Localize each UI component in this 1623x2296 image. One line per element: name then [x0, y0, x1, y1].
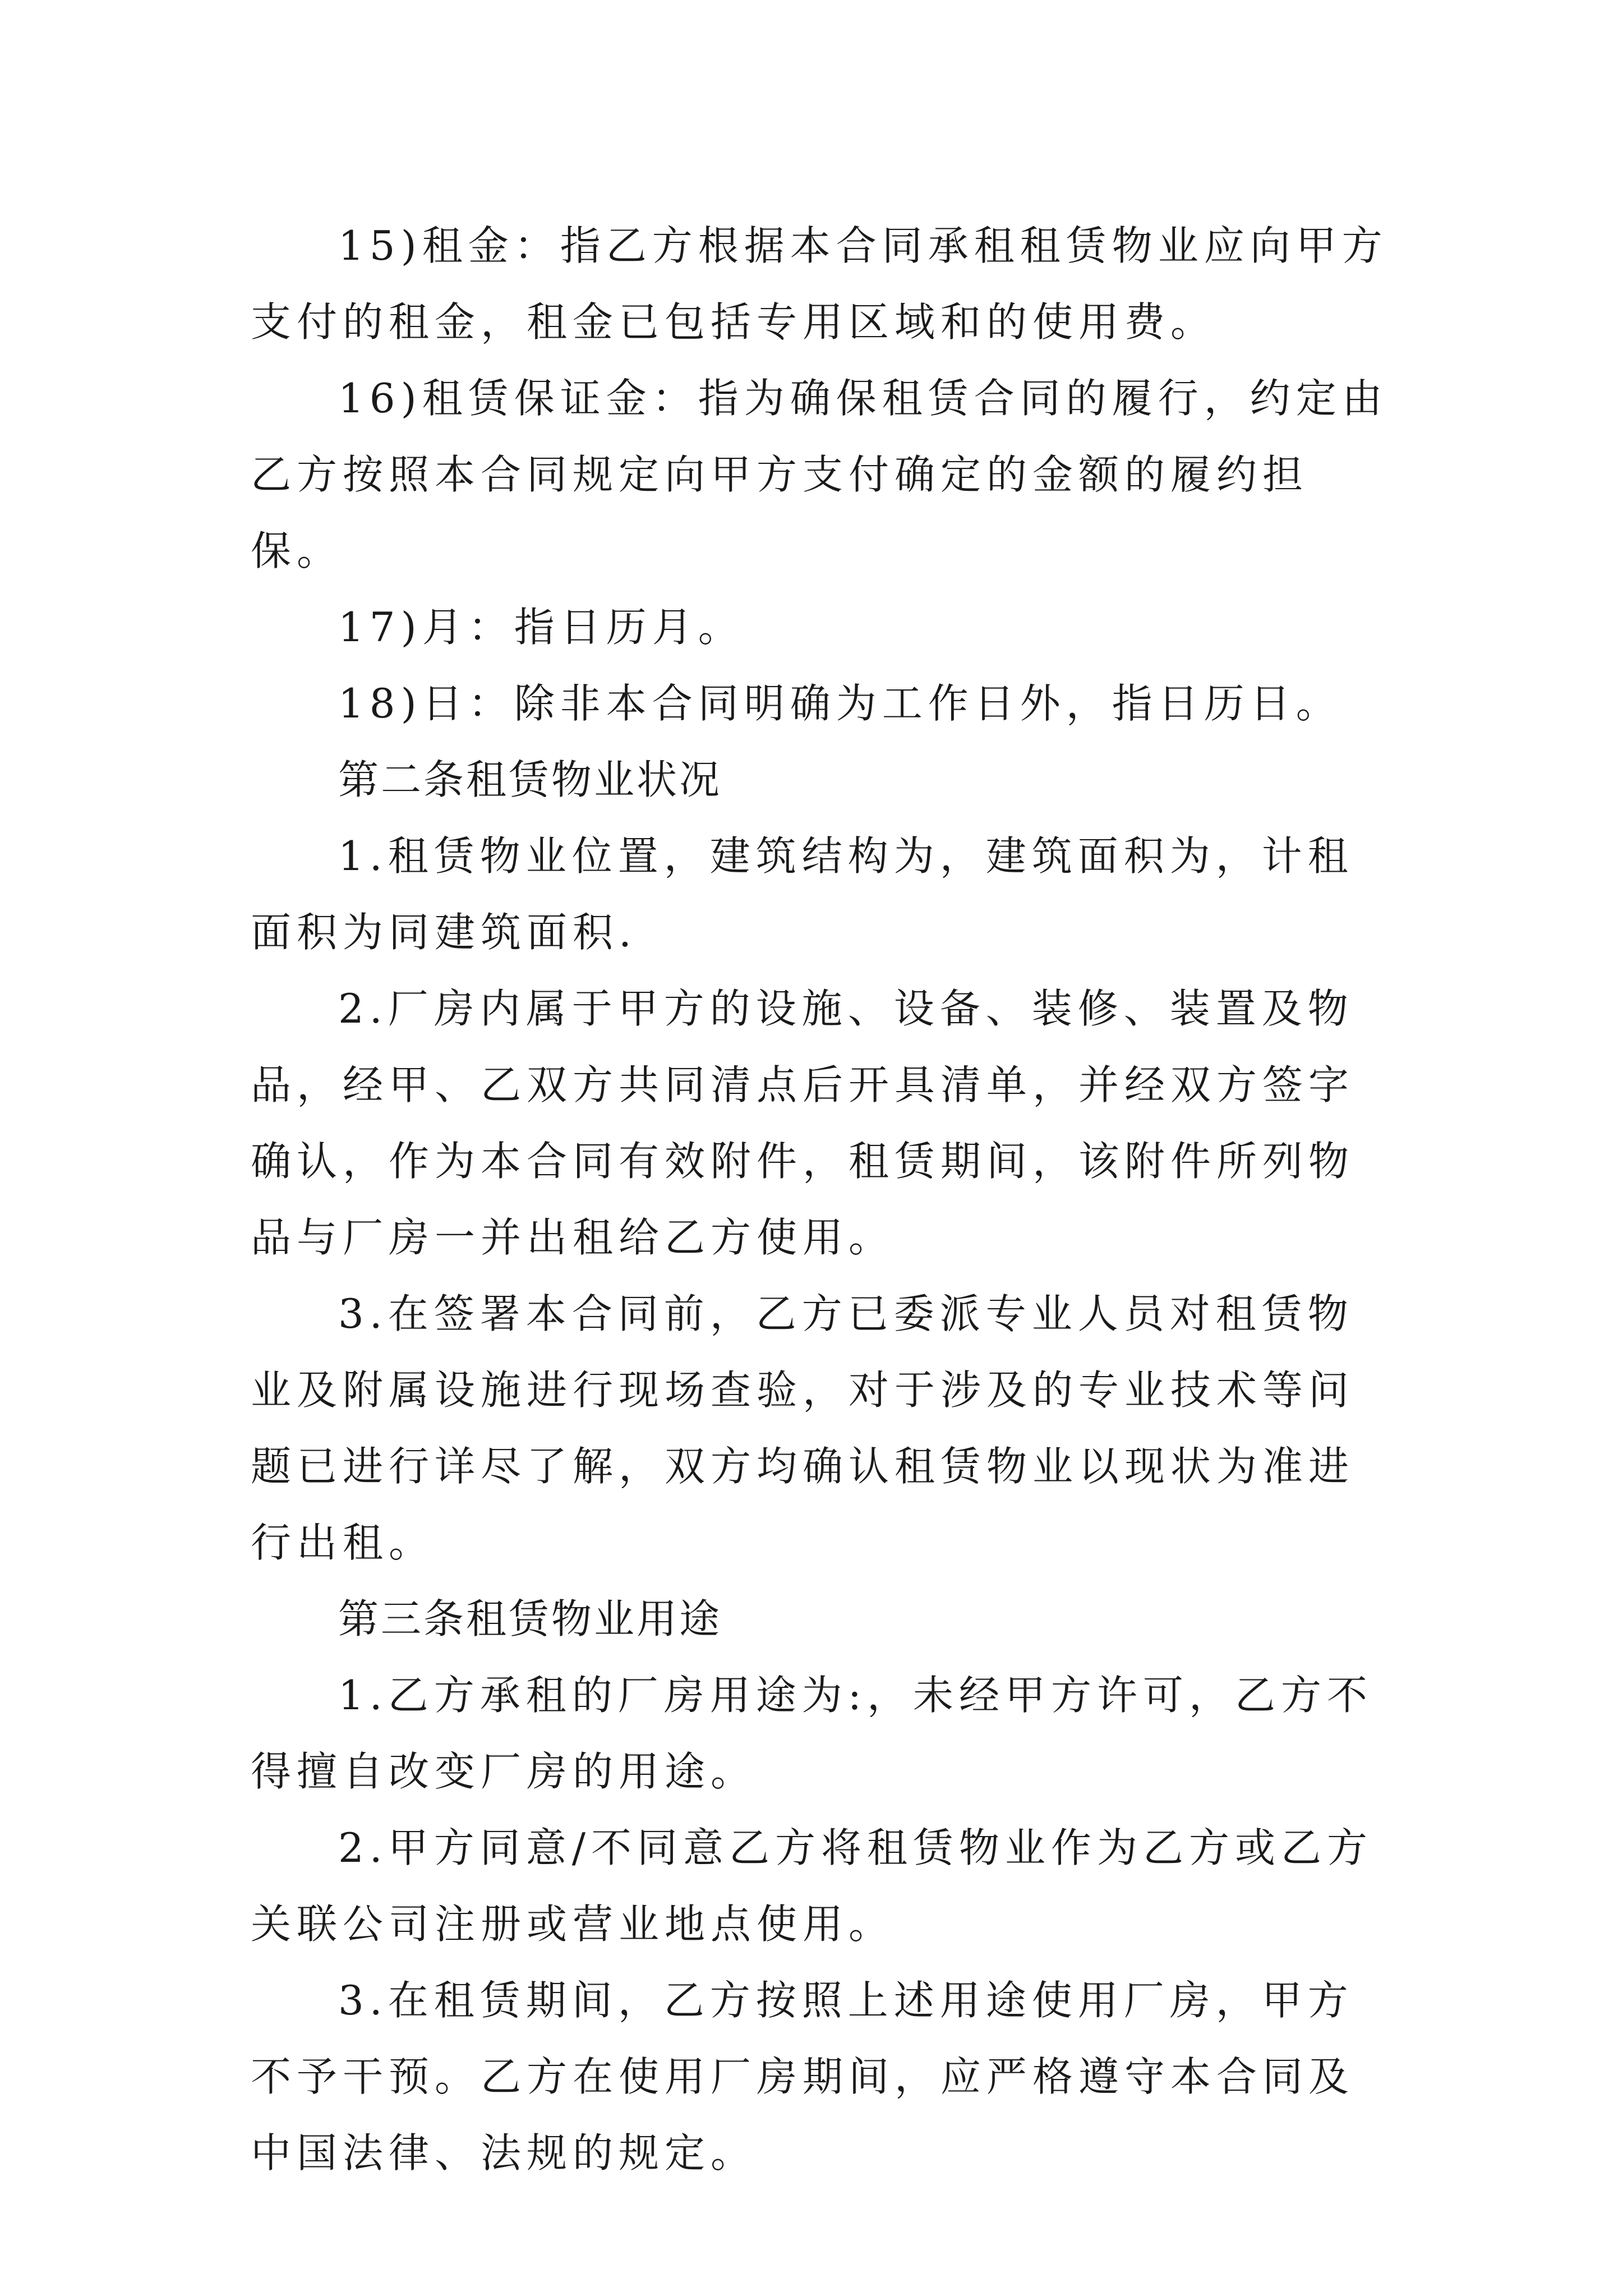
document-body — [251, 208, 1389, 2191]
article-2-item-1: 1.租赁物业位置，建筑结构为，建筑面积为，计租面积为同建筑面积. — [251, 832, 1354, 956]
article-3-heading: 第三条租赁物业用途 — [338, 1595, 722, 1642]
article-3-item-3: 3.在租赁期间，乙方按照上述用途使用厂房，甲方不予干预。乙方在使用厂房期间，应严格遵守本合同及中国法律、法规的规定。 — [251, 1977, 1355, 2177]
article-2-heading: 第二条租赁物业状况 — [338, 756, 722, 803]
clause-18-day: 18)日：除非本合同明确为工作日外，指日历日。 — [338, 680, 1342, 727]
clause-15-rent: 15)租金：指乙方根据本合同承租租赁物业应向甲方支付的租金，租金已包括专用区域和的使用费。 — [251, 222, 1388, 346]
article-3-item-2: 2.甲方同意/不同意乙方将租赁物业作为乙方或乙方关联公司注册或营业地点使用。 — [251, 1824, 1373, 1948]
clause-16-deposit: 16)租赁保证金：指为确保租赁合同的履行，约定由乙方按照本合同规定向甲方支付确定的金额的履约担保。 — [251, 375, 1388, 574]
article-2-item-3: 3.在签署本合同前，乙方已委派专业人员对租赁物业及附属设施进行现场查验，对于涉及的专业技术等问题已进行详尽了解，双方均确认租赁物业以现状为准进行出租。 — [251, 1290, 1355, 1566]
clause-17-month: 17)月：指日历月。 — [338, 604, 744, 651]
article-2-item-2: 2.厂房内属于甲方的设施、设备、装修、装置及物品，经甲、乙双方共同清点后开具清单，并经双方签字确认，作为本合同有效附件，租赁期间，该附件所列物品与厂房一并出租给乙方使用。 — [251, 985, 1355, 1261]
article-3-item-1: 1.乙方承租的厂房用途为:，未经甲方许可，乙方不得擅自改变厂房的用途。 — [251, 1672, 1373, 1795]
